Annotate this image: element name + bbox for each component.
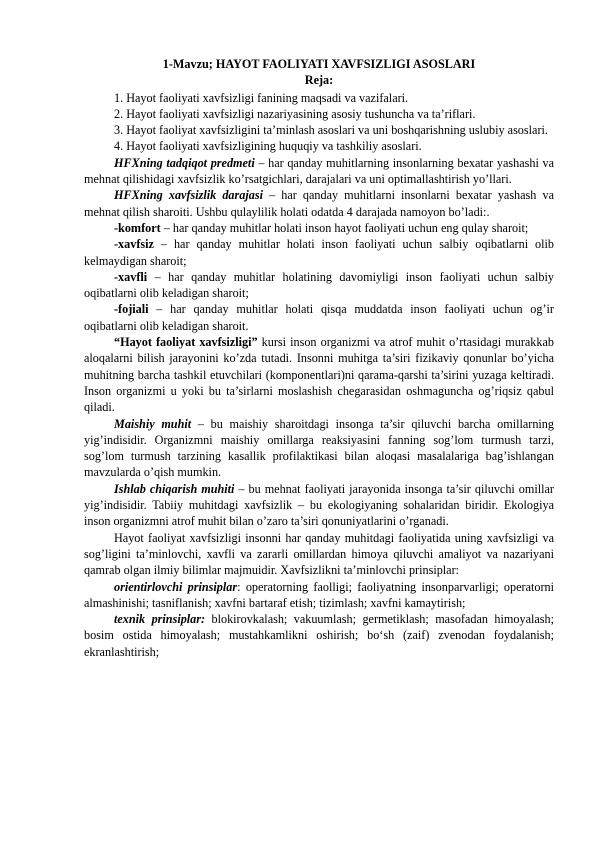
- term-lead: HFXning tadqiqot predmeti: [114, 155, 255, 170]
- plan-item: 1. Hayot faoliyati xavfsizligi fanining maqsadi va vazifalari.: [114, 90, 409, 105]
- term-lead: -komfort: [114, 220, 161, 235]
- paragraph-household-environment: [84, 416, 554, 481]
- paragraph-text: – har qanday muhitlar holati inson hayot faoliyati uchun eng qulay sharoit;: [160, 220, 529, 235]
- paragraph-text: – har qanday muhitlarni insonlarni bexatar yashash va mehnat qilish sharoiti. Ushbu qulaylilik holati odatda 4 darajada namoyon bo’ladi:.: [84, 188, 554, 219]
- paragraph-text: – bu mehnat faoliyati jarayonida insonga ta’sir qiluvchi omillar yig’indisidir. Tabiiy muhitdagi xavfsizlik – bu ekologiyaning sohalaridan biridir. Ekologiya inson organizmni atrof muhit bilan o’zaro ta’siri qonuniyatlarini o’rganadi.: [84, 481, 554, 529]
- term-lead: orientirlovchi prinsiplar: [114, 579, 238, 594]
- plan-list: [84, 90, 554, 155]
- plan-item: 2. Hayot faoliyati xavfsizligi nazariyasining asosiy tushuncha va ta’riflari.: [114, 106, 476, 121]
- paragraph-definition: [84, 530, 554, 579]
- term-lead: -xavfsiz: [114, 237, 154, 252]
- paragraph-safety-level: [84, 187, 554, 220]
- paragraph-text: kursi inson organizmi va atrof muhit o’rtasidagi murakkab aloqalarni bilish jarayonini ko’zda tutadi. Insonni muhitga ta’siri fizikaviy qonunlar bo’yicha muhitning barcha tashkil etuvchilari (komponentlari)ni qarama-qarshi ta’sirini yuzaga keltiradi. Inson organizmi u yoki bu ta’sirlarni moslashish chegarasidan oshmagunchа og’riqsiz qabul qiladi.: [84, 335, 555, 415]
- term-lead: -fojiali: [114, 302, 149, 317]
- paragraph-text: – har qanday muhitlar holati inson faoliyati uchun salbiy oqibatlarni olib kelmaydigan sharoit;: [84, 237, 554, 268]
- document-title: 1-Mavzu; HAYOT FAOLIYATI XAVFSIZLIGI ASOSLARI: [162, 57, 476, 71]
- paragraph-text: Hayot faoliyat xavfsizligi insonni har qanday muhitdagi faoliyatida uning xavfsizligi va sog’ligini ta’minlovchi, xavfli va zararli omillardan himoya qiluvchi amaliyot va nazariyani qamrab olgan ilmiy bilimlar majmuidir. Xavfsizlikni ta’minlovchi prinsiplar:: [84, 530, 554, 578]
- plan-heading: Reja:: [304, 73, 334, 88]
- paragraph-tragic: [84, 301, 554, 334]
- plan-item: 4. Hayot faoliyati xavfsizligining huquqiy va tashkiliy asoslari.: [114, 139, 422, 154]
- paragraph-technical-principles: [84, 611, 554, 660]
- paragraph-text: – har qanday muhitlarning insonlarning bexatar yashashi va mehnat qilishidagi xavfsizlik ko’rsatgichlari, darajalari va uni optimallashtirish yo’llari.: [84, 155, 555, 187]
- term-lead: -xavfli: [114, 269, 148, 284]
- paragraph-safe: [84, 236, 554, 269]
- paragraph-orienting-principles: [84, 579, 554, 612]
- paragraph-comfort: [84, 220, 554, 236]
- paragraph-text: blokirovkalash; vakuumlash; germetiklash; masofadan himoyalash; bosim ostida himoyalash; mustahkamlikni oshirish; bo‘sh (zaif) zvenodan foydalanish; ekranlashtirish;: [84, 612, 554, 659]
- paragraph-dangerous: [84, 269, 554, 302]
- term-lead: Maishiy muhit: [114, 416, 192, 431]
- paragraph-text: – har qanday muhitlar holatining davomiyligi inson faoliyati uchun salbiy oqibatlarni olib keladigan sharoit;: [84, 269, 554, 301]
- term-lead: Ishlab chiqarish muhiti: [114, 481, 235, 496]
- plan-item: 3. Hayot faoliyat xavfsizligini ta’minlash asoslari va uni boshqarishning uslubiy asoslari.: [114, 123, 548, 138]
- term-lead: HFXning xavfsizlik darajasi: [114, 188, 263, 203]
- paragraph-text: : operatorning faolligi; faoliyatning insonparvarligi; operatorni almashinishi; tasniflanish; xavfni bartaraf etish; tizimlash; xavfni kamaytirish;: [84, 579, 554, 610]
- paragraph-text: – bu maishiy sharoitdagi insonga ta’sir qiluvchi barcha omillarning yig’indisidir. Organizmni maishiy omillarga reaksiyasini fanning sog’lom turmush tarzi, sog’lom turmush tarzining kasallik profilaktikasi bilan aloqasi masalalariga bag’ishlangan mavzularda o’qish mumkin.: [84, 416, 554, 480]
- paragraph-production-environment: [84, 481, 554, 530]
- term-lead: texnik prinsiplar:: [114, 612, 206, 627]
- paragraph-research-subject: [84, 155, 554, 188]
- term-lead: “Hayot faoliyat xavfsizligi”: [114, 335, 258, 350]
- paragraph-course: [84, 334, 554, 415]
- paragraph-text: – har qanday muhitlar holati qisqa muddatda inson faoliyati uchun og’ir oqibatlarni olib keladigan sharoit.: [84, 302, 554, 333]
